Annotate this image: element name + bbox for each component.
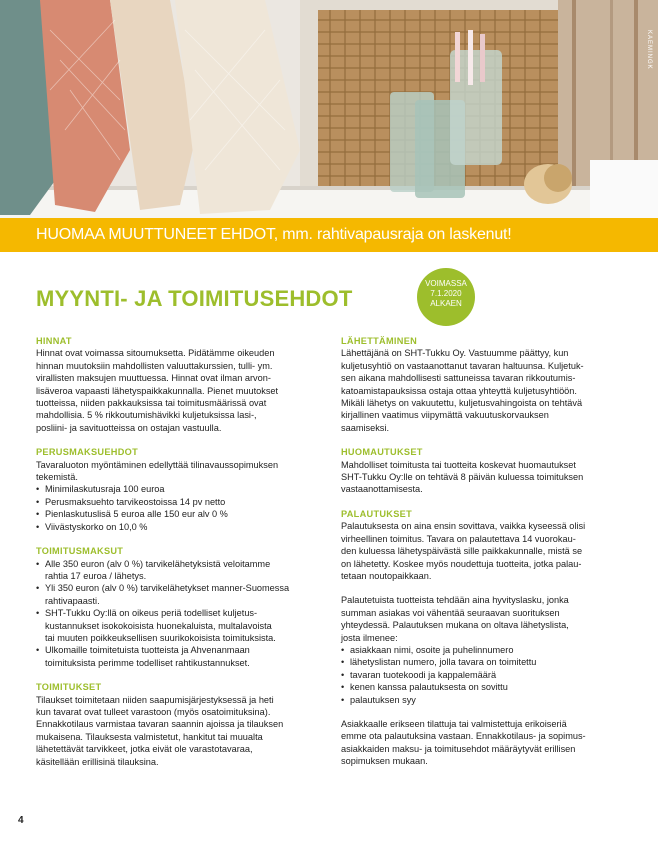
hero-photo xyxy=(0,0,658,218)
photo-credit: KAEMINGK xyxy=(646,30,652,70)
list-item: • Perusmaksuehto tarvikeostoissa 14 pv netto xyxy=(36,496,321,508)
list-item-line: tai muuten poikkeuksellisen suurikokoisista toimituksista. xyxy=(45,632,276,643)
paragraph-line: kirjallinen vaatimus viipymättä vakuutuskorvauksen xyxy=(341,410,549,421)
badge-line-2: 7.1.2020 xyxy=(430,289,462,298)
list-item xyxy=(36,558,321,583)
paragraph-line: posliini- ja savituotteissa on ostajan vastuulla. xyxy=(36,422,222,433)
list-item: • asiakkaan nimi, osoite ja puhelinnumero xyxy=(341,644,626,656)
list-item: • lähetyslistan numero, jolla tavara on toimitettu xyxy=(341,656,626,668)
section-lahettaminen xyxy=(341,335,626,434)
list-item: • Pienlaskutuslisä 5 euroa alle 150 eur alv 0 % xyxy=(36,508,321,520)
paragraph-line: emme ota palautuksina vastaan. Ennakkotilaus- ja sopimus- xyxy=(341,731,586,742)
paragraph-line: summan asiakas voi vähentää seuraavan suorituksen xyxy=(341,607,560,618)
paragraph-line: käsitellään erillisinä tilauksina. xyxy=(36,756,159,767)
paragraph-line: kun tavarat ovat tulleet varastoon (myös osatoimituksina). xyxy=(36,706,271,717)
right-column xyxy=(341,335,626,780)
list-item-line: • Alle 350 euron (alv 0 %) tarvikelähetyksistä veloitamme xyxy=(45,558,271,569)
paragraph-line: kuljetusyhtiö on vastaanottanut tavaran haltuunsa. Kuljetuk- xyxy=(341,360,584,371)
paragraph-line: yhteydessä. Palautuksen mukana on oltava lähetyslista, xyxy=(341,620,569,631)
section-toimitusmaksut xyxy=(36,545,321,669)
paragraph-line: hinnan muutoksiin mahdollisten valuuttakurssien, tulli- ym. xyxy=(36,360,273,371)
section-heading: TOIMITUSMAKSUT xyxy=(36,546,124,557)
section-hinnat xyxy=(36,335,321,434)
list-item: • kenen kanssa palautuksesta on sovittu xyxy=(341,681,626,693)
paragraph-line: lisäveroa vapaasti lähetyspaikkakunnalla. Pienet muutokset xyxy=(36,385,279,396)
paragraph-line: sen aikana mahdollisesti sattuneissa tavaran rikkoutumis- xyxy=(341,373,576,384)
list-item-line: • Yli 350 euron (alv 0 %) tarvikelähetykset manner-Suomessa xyxy=(45,583,290,594)
paragraph-line: Mikäli lähetys on vakuutettu, kuljetusvahingoista on tehtävä xyxy=(341,398,583,409)
paragraph-line: Asiakkaalle erikseen tilattuja tai valmistettuja erikoiseriä xyxy=(341,718,567,729)
section-heading: HUOMAUTUKSET xyxy=(341,447,423,458)
validity-badge xyxy=(417,268,475,326)
list-item xyxy=(36,582,321,607)
section-heading: HINNAT xyxy=(36,336,72,346)
page-title: MYYNTI- JA TOIMITUSEHDOT xyxy=(36,286,353,311)
bullet-list xyxy=(36,558,321,670)
list-item xyxy=(36,644,321,669)
paragraph-line: vastaanottamisesta. xyxy=(341,484,423,495)
paragraph-line: tetaan noutopaikkaan. xyxy=(341,570,432,581)
notice-banner xyxy=(0,218,658,252)
list-item: • Viivästyskorko on 10,0 % xyxy=(36,521,321,533)
list-item xyxy=(36,607,321,644)
paragraph-line: asiakkaiden maksu- ja toimitusehdot määräytyvät erillisen xyxy=(341,743,576,754)
list-item-line: toimituksista perimme todelliset rahtikustannukset. xyxy=(45,657,250,668)
bullet-list xyxy=(341,644,626,706)
badge-line-1: VOIMASSA xyxy=(425,279,467,288)
paragraph-line: virallisten maksujen muuttuessa. Hinnat ovat ilman arvon- xyxy=(36,373,271,384)
badge-line-3: ALKAEN xyxy=(430,299,462,308)
section-heading: LÄHETTÄMINEN xyxy=(341,336,418,346)
paragraph-line: Palautuksesta on aina ensin sovittava, vaikka kyseessä olisi xyxy=(341,521,586,532)
section-toimitukset xyxy=(36,681,321,768)
paragraph-line: SHT-Tukku Oy:lle on tehtävä 8 päivän kuluessa toimituksen xyxy=(341,472,584,483)
paragraph-line: Ennakkotilaus varmistaa tavaran saannin ajoissa ja tilauksen xyxy=(36,719,284,730)
paragraph-line: Tavaraluoton myöntäminen edellyttää tilinavaussopimuksen xyxy=(36,459,279,470)
list-item: • tavaran tuotekoodi ja kappalemäärä xyxy=(341,669,626,681)
hero-illustration xyxy=(0,0,658,218)
bullet-list xyxy=(36,483,321,533)
paragraph-line: tuotteissa, niiden pakkauksissa tai toimitusmäärissä ovat xyxy=(36,398,267,409)
paragraph-line: mukaisena. Tilauksesta valmistetut, hankitut tai muualta xyxy=(36,731,263,742)
section-palautukset xyxy=(341,508,626,768)
paragraph-line: sopimuksen mukaan. xyxy=(341,756,428,767)
paragraph-line: den kuluessa lähetyspäivästä sille paikkakunnalle, mistä se xyxy=(341,546,583,557)
section-heading: PALAUTUKSET xyxy=(341,508,413,519)
section-heading: PERUSMAKSUEHDOT xyxy=(36,447,138,458)
paragraph-line: Lähettäjänä on SHT-Tukku Oy. Vastuumme päättyy, kun xyxy=(341,348,569,359)
paragraph-line: mahdollisia. 5 % rikkoutumishävikki kuljetuksissa lasi-, xyxy=(36,410,257,421)
list-item-line: • Ulkomaille toimitetuista tuotteista ja Ahvenanmaan xyxy=(45,645,250,656)
list-item: • palautuksen syy xyxy=(341,694,626,706)
paragraph-line: lähetettävät tarvikkeet, jotka eivät ole varastotavaraa, xyxy=(36,744,253,755)
paragraph-line: Mahdolliset toimitusta tai tuotteita koskevat huomautukset xyxy=(341,459,576,470)
list-item-line: rahtia 17 euroa / lähetys. xyxy=(45,570,147,581)
paragraph-line: tekemistä. xyxy=(36,472,78,483)
paragraph-line: virheellinen toimitus. Tavara on palautettava 14 vuorokau- xyxy=(341,533,576,544)
list-item-line: • SHT-Tukku Oy:llä on oikeus periä todelliset kuljetus- xyxy=(45,608,258,619)
section-perusmaksuehdot xyxy=(36,446,321,533)
paragraph-line: Tilaukset toimitetaan niiden saapumisjärjestyksessä ja heti xyxy=(36,694,274,705)
paragraph-line: Palautetuista tuotteista tehdään aina hyvityslasku, jonka xyxy=(341,595,569,606)
list-item-line: kustannukset isokokoisista huonekaluista, multalavoista xyxy=(45,620,272,631)
paragraph-line: on lähetetty. Koskee myös noudettuja tuotteita, jotka palau- xyxy=(341,558,582,569)
paragraph-line: katoamistapauksissa ostaja ottaa yhteyttä kuljetusyhtiöön. xyxy=(341,385,577,396)
left-column xyxy=(36,335,321,780)
page-number: 4 xyxy=(18,815,24,826)
section-huomautukset xyxy=(341,446,626,496)
list-item: • Minimilaskutusraja 100 euroa xyxy=(36,483,321,495)
paragraph-line: josta ilmenee: xyxy=(341,632,398,643)
list-item-line: rahtivapaasti. xyxy=(45,595,100,606)
notice-banner-text: HUOMAA MUUTTUNEET EHDOT, mm. rahtivapausraja on laskenut! xyxy=(36,226,512,243)
section-heading: TOIMITUKSET xyxy=(36,682,102,693)
paragraph-line: Hinnat ovat voimassa sitoumuksetta. Pidätämme oikeuden xyxy=(36,348,275,359)
paragraph-line: saamiseksi. xyxy=(341,422,389,433)
